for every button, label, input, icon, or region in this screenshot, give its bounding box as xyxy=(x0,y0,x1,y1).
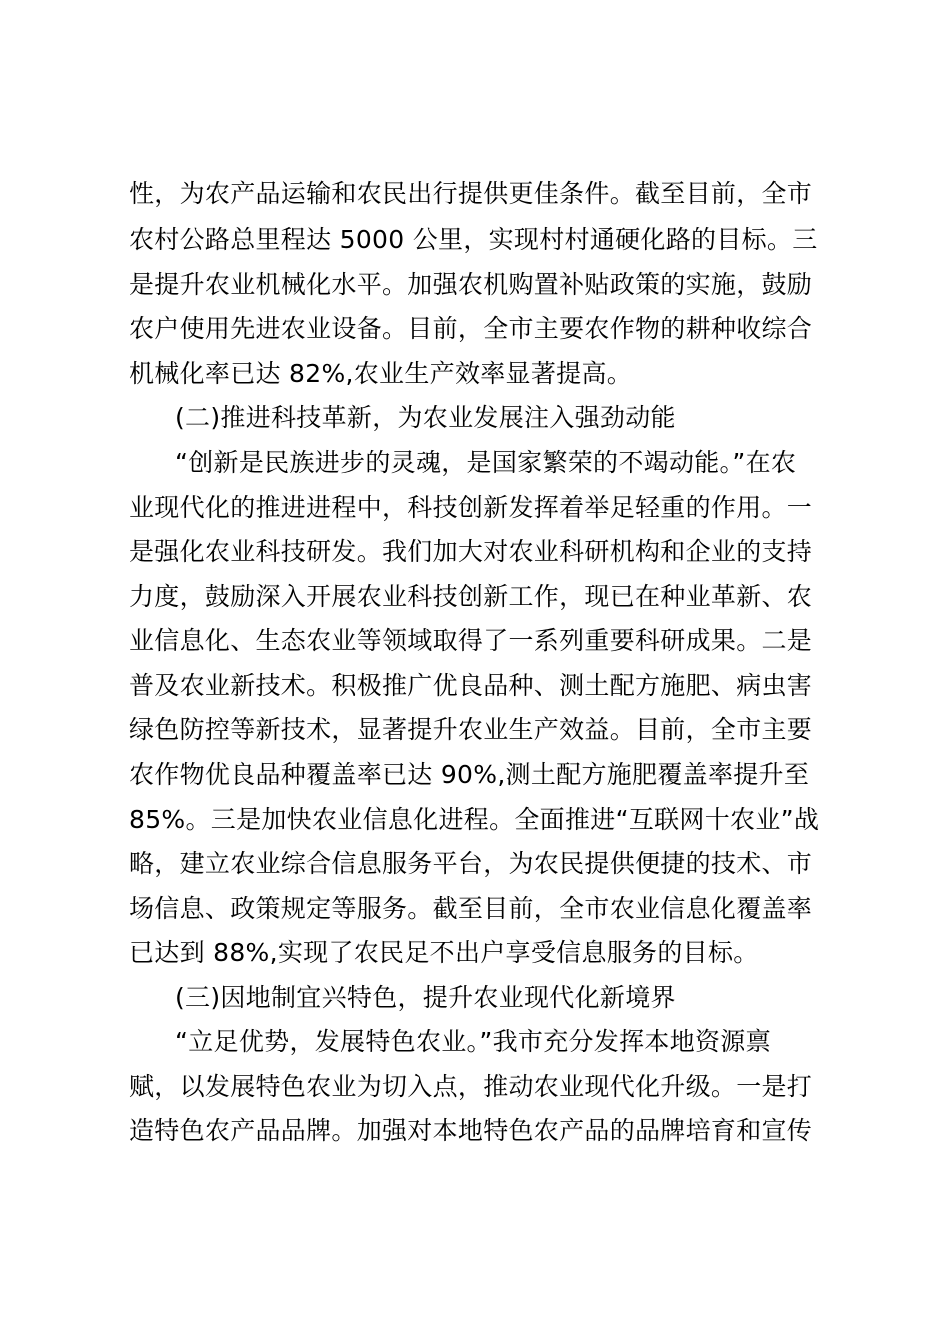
text-line: 农户使用先进农业设备。目前，全市主要农作物的耕种收综合 xyxy=(129,314,813,343)
text-line: 业信息化、生态农业等领域取得了一系列重要科研成果。二是 xyxy=(129,626,813,655)
text-line: 造特色农产品品牌。加强对本地特色农产品的品牌培育和宣传 xyxy=(129,1116,813,1145)
text-line: 场信息、政策规定等服务。截至目前，全市农业信息化覆盖率 xyxy=(129,894,813,923)
section-heading-2: (二)推进科技革新，为农业发展注入强劲动能 xyxy=(175,403,676,432)
text-line: 已达到 88%,实现了农民足不出户享受信息服务的目标。 xyxy=(129,938,759,967)
text-line: 绿色防控等新技术，显著提升农业生产效益。目前，全市主要 xyxy=(129,715,813,744)
text-line: 农作物优良品种覆盖率已达 90%,测土配方施肥覆盖率提升至 xyxy=(129,760,810,789)
text-line: 力度，鼓励深入开展农业科技创新工作，现已在种业革新、农 xyxy=(129,582,813,611)
text-line: 业现代化的推进进程中，科技创新发挥着举足轻重的作用。一 xyxy=(129,493,813,522)
paragraph-start: “创新是民族进步的灵魂，是国家繁荣的不竭动能。”在农 xyxy=(175,448,797,477)
text-line: 是提升农业机械化水平。加强农机购置补贴政策的实施，鼓励 xyxy=(129,270,813,299)
text-line: 赋，以发展特色农业为切入点，推动农业现代化升级。一是打 xyxy=(129,1072,813,1101)
text-line: 机械化率已达 82%,农业生产效率显著提高。 xyxy=(129,359,633,388)
text-line: 略，建立农业综合信息服务平台，为农民提供便捷的技术、市 xyxy=(129,849,813,878)
text-line: 性，为农产品运输和农民出行提供更佳条件。截至目前，全市 xyxy=(129,179,813,208)
text-line: 是强化农业科技研发。我们加大对农业科研机构和企业的支持 xyxy=(129,537,813,566)
text-line: 85%。三是加快农业信息化进程。全面推进“互联网十农业”战 xyxy=(129,805,820,834)
section-heading-3: (三)因地制宜兴特色，提升农业现代化新境界 xyxy=(175,983,676,1012)
text-line: 农村公路总里程达 5000 公里，实现村村通硬化路的目标。三 xyxy=(129,225,818,254)
paragraph-start: “立足优势，发展特色农业。”我市充分发挥本地资源禀 xyxy=(175,1027,771,1056)
text-line: 普及农业新技术。积极推广优良品种、测土配方施肥、病虫害 xyxy=(129,671,813,700)
